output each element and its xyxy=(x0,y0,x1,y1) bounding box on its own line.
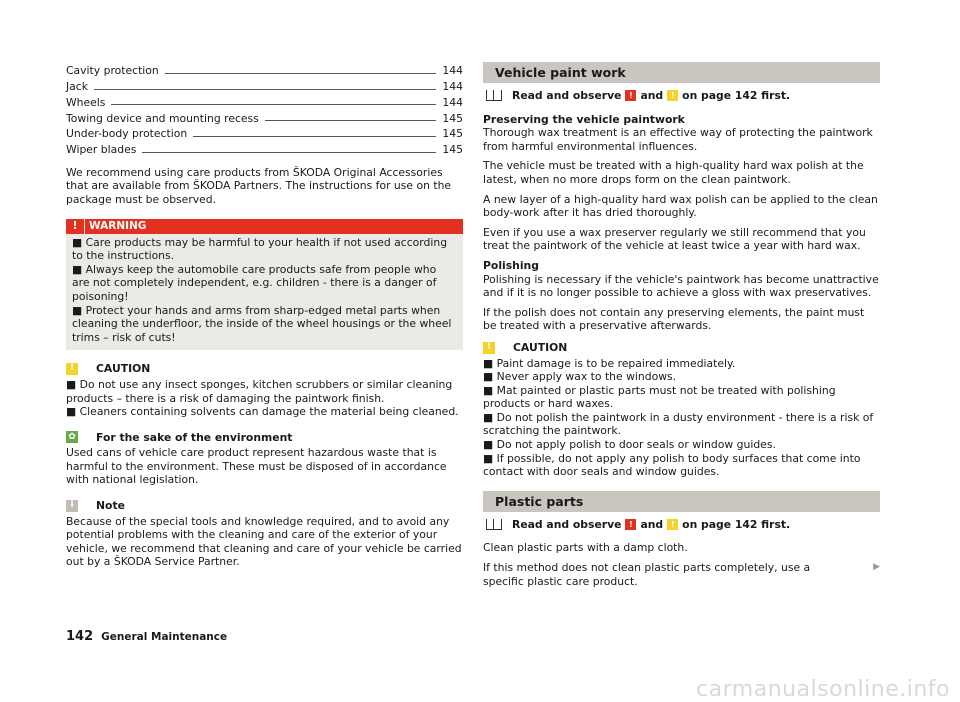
section-title-plastic: Plastic parts xyxy=(483,491,880,512)
toc-title: Under-body protection xyxy=(66,127,188,141)
toc-leader xyxy=(265,120,437,121)
paragraph: If the polish does not contain any preserving elements, the paint must be treated with a preservative afterwards. xyxy=(483,305,865,333)
paragraph: A new layer of a high-quality hard wax polish can be applied to the clean body-work after it has dried thoroughly. xyxy=(483,192,878,220)
toc-title: Wiper blades xyxy=(66,143,137,157)
warning-ref-icon[interactable]: ! xyxy=(625,519,636,530)
environment-title: For the sake of the environment xyxy=(96,430,293,444)
warning-item: ■ Care products may be harmful to your health if not used according to the instructions. xyxy=(72,235,448,263)
caution-item: ■ Do not polish the paintwork in a dusty environment - there is a risk of scratching the paintwork. xyxy=(483,410,874,438)
paragraph: Thorough wax treatment is an effective way of protecting the paintwork from harmful environmental influences. xyxy=(483,126,873,153)
toc-title: Cavity protection xyxy=(66,64,159,78)
info-icon: i xyxy=(66,500,78,512)
toc-title: Wheels xyxy=(66,95,106,109)
watermark: carmanualsonline.info xyxy=(696,677,950,702)
caution-item: ■ If possible, do not apply any polish to body surfaces that come into contact with door seals and window guides. xyxy=(483,451,861,479)
toc-row[interactable] xyxy=(66,94,463,110)
toc-leader xyxy=(111,104,436,105)
warning-icon: ! xyxy=(66,219,84,234)
caution-title: CAUTION xyxy=(96,362,151,376)
continue-arrow-icon: ▶ xyxy=(873,562,880,573)
caution-item: ■ Do not use any insect sponges, kitchen scrubbers or similar cleaning products – there is a risk of damaging the paintwork finish. xyxy=(66,377,453,405)
toc-leader xyxy=(94,89,436,90)
footer-title: General Maintenance xyxy=(101,631,228,643)
toc-row[interactable] xyxy=(66,125,463,141)
paragraph: If this method does not clean plastic parts completely, use a specific plastic care product. xyxy=(483,561,811,588)
intro-paragraph: We recommend using care products from ŠKODA Original Accessories that are available from ŠKODA Partners. The instructions for use on the package must be observed. xyxy=(66,165,452,206)
toc-title: Towing device and mounting recess xyxy=(66,111,259,125)
paragraph: Clean plastic parts with a damp cloth. xyxy=(483,541,688,555)
caution-icon: ! xyxy=(483,342,495,354)
toc-row[interactable] xyxy=(66,141,463,157)
note-text: Because of the special tools and knowledge required, and to avoid any potential problems with the cleaning and care of the exterior of your vehicle, we recommend that cleaning and care of your vehicle be carried out by a ŠKODA Service Partner. xyxy=(66,514,462,569)
toc-page: 145 xyxy=(442,127,463,141)
section-title-paint: Vehicle paint work xyxy=(483,62,880,83)
page-number: 142 xyxy=(66,629,94,644)
toc-page: 144 xyxy=(442,95,463,109)
subheading-polishing: Polishing xyxy=(483,258,539,272)
ref-suffix: on page 142 first. xyxy=(682,89,791,102)
subheading-preserving: Preserving the vehicle paintwork xyxy=(483,112,685,126)
caution-item: ■ Mat painted or plastic parts must not be treated with polishing products or hard waxes. xyxy=(483,383,836,411)
caution-header xyxy=(483,341,880,355)
toc-page: 144 xyxy=(442,80,463,93)
toc-row[interactable] xyxy=(66,78,463,94)
toc-leader xyxy=(193,136,436,137)
toc-page: 144 xyxy=(442,64,463,78)
toc-page: 145 xyxy=(442,143,463,157)
ref-and: and xyxy=(640,89,664,102)
warning-title: WARNING xyxy=(85,219,463,234)
ref-and: and xyxy=(640,517,664,531)
toc-title: Jack xyxy=(66,80,88,93)
warning-body xyxy=(66,234,463,345)
note-header xyxy=(66,499,463,513)
left-column xyxy=(66,62,463,575)
warning-header xyxy=(66,219,463,234)
paragraph: The vehicle must be treated with a high-quality hard wax polish at the latest, when no more drops form on the clean paintwork. xyxy=(483,159,864,186)
caution-header xyxy=(66,362,463,376)
caution-ref-icon[interactable]: ! xyxy=(667,519,678,530)
book-icon xyxy=(486,90,502,101)
paragraph: Even if you use a wax preserver regularly we still recommend that you treat the paintwork of the vehicle at least twice a year with hard wax. xyxy=(483,225,866,253)
ref-suffix: on page 142 first. xyxy=(682,517,791,531)
caution-title: CAUTION xyxy=(513,340,568,354)
ref-prefix: Read and observe xyxy=(512,89,622,102)
caution-item: ■ Paint damage is to be repaired immediately. xyxy=(483,356,736,370)
paragraph: Polishing is necessary if the vehicle's paintwork has become unattractive and if it is no longer possible to achieve a gloss with wax preservatives. xyxy=(483,272,879,300)
caution-icon: ! xyxy=(66,363,78,375)
ref-prefix: Read and observe xyxy=(512,517,622,531)
note-title: Note xyxy=(96,499,125,513)
toc-leader xyxy=(165,73,437,74)
page-footer xyxy=(66,630,227,645)
warning-item: ■ Protect your hands and arms from sharp-edged metal parts when cleaning the underfloor, the inside of the wheel housings or the wheel trims – risk of cuts! xyxy=(72,303,452,344)
toc-row[interactable] xyxy=(66,62,463,78)
right-column xyxy=(483,62,880,594)
book-icon xyxy=(486,519,502,530)
leaf-icon: ✿ xyxy=(66,431,78,443)
warning-ref-icon[interactable]: ! xyxy=(625,90,636,101)
caution-ref-icon[interactable]: ! xyxy=(667,90,678,101)
toc-list xyxy=(66,62,463,157)
environment-header xyxy=(66,431,463,445)
environment-text: Used cans of vehicle care product represent hazardous waste that is harmful to the environment. These must be disposed of in accordance with national legislation. xyxy=(66,446,447,487)
caution-item: ■ Cleaners containing solvents can damage the material being cleaned. xyxy=(66,405,459,419)
caution-item: ■ Do not apply polish to door seals or window guides. xyxy=(483,438,776,452)
toc-page: 145 xyxy=(442,111,463,125)
cross-reference[interactable] xyxy=(483,518,880,532)
cross-reference[interactable] xyxy=(483,89,880,103)
warning-box xyxy=(66,219,463,351)
warning-item: ■ Always keep the automobile care products safe from people who are not completely independent, e.g. children - there is a danger of poisoning! xyxy=(72,262,437,303)
toc-row[interactable] xyxy=(66,109,463,125)
toc-leader xyxy=(142,152,436,153)
caution-item: ■ Never apply wax to the windows. xyxy=(483,370,677,384)
